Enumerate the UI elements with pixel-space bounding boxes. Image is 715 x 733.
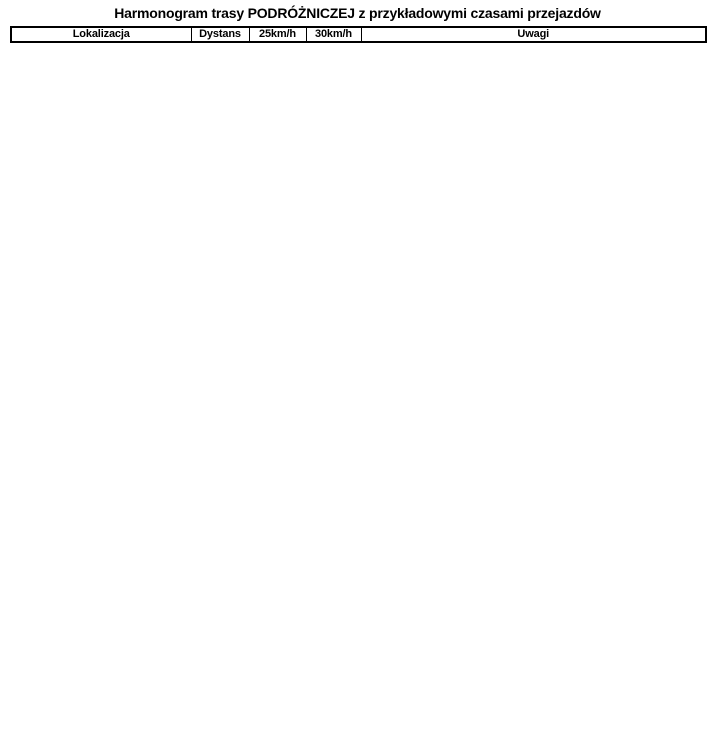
- col-header-uwagi: Uwagi: [361, 27, 706, 42]
- col-header-dystans: Dystans: [191, 27, 249, 42]
- col-header-30kmh: 30km/h: [306, 27, 361, 42]
- header-row: [11, 27, 706, 42]
- col-header-lokalizacja: Lokalizacja: [11, 27, 191, 42]
- schedule-table: [10, 26, 707, 43]
- page-title: Harmonogram trasy PODRÓŻNICZEJ z przykładowymi czasami przejazdów: [114, 5, 601, 21]
- col-header-25kmh: 25km/h: [249, 27, 306, 42]
